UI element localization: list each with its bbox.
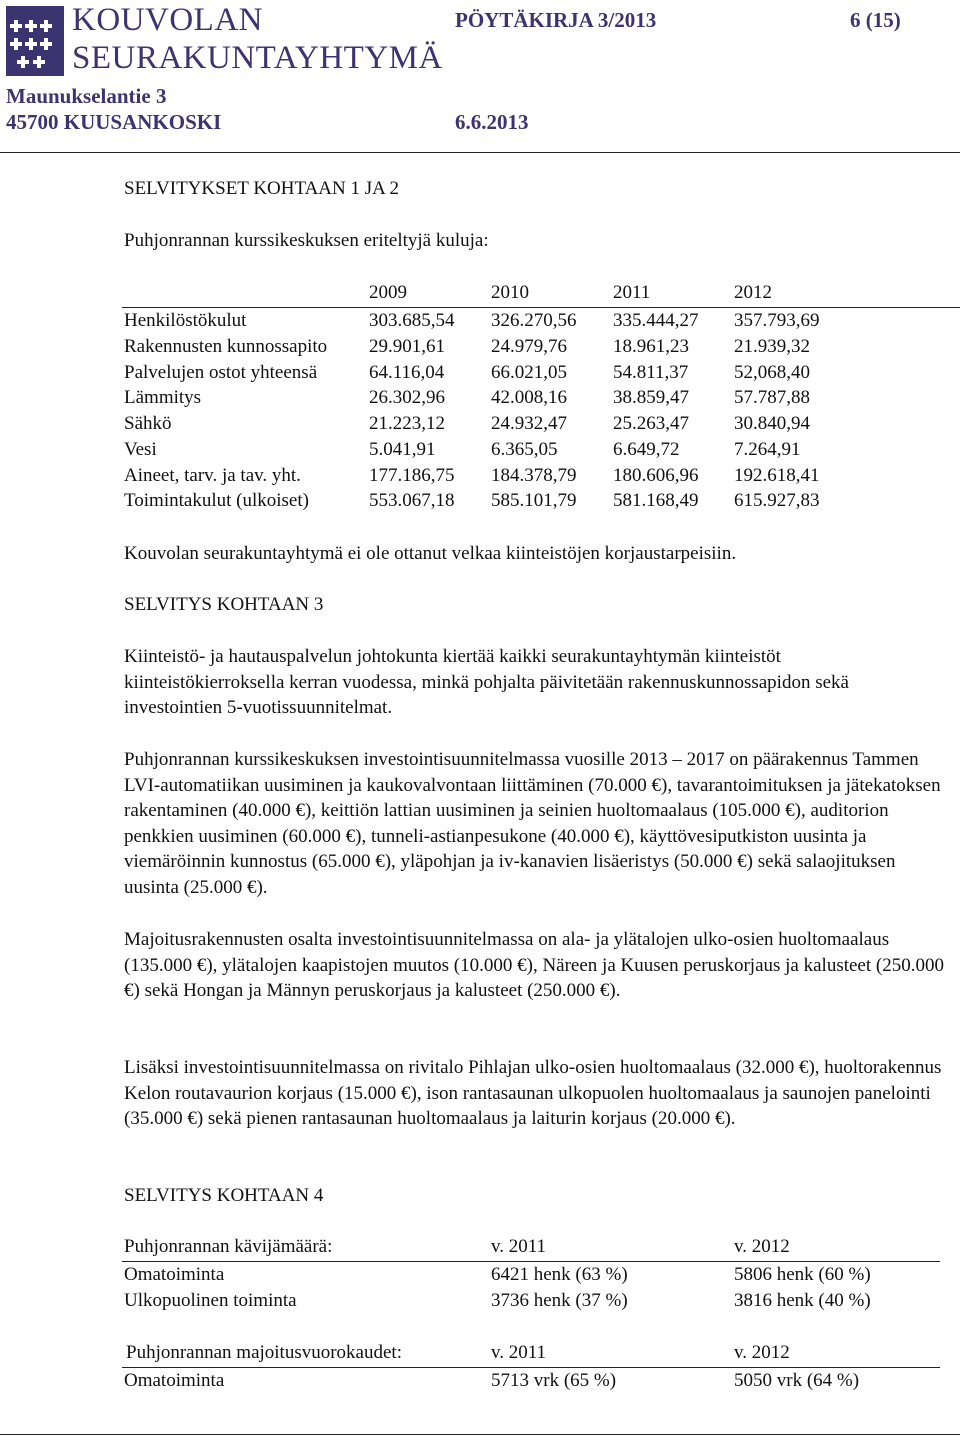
address-postal: 45700 KUUSANKOSKI: [6, 110, 222, 134]
row-label: Omatoiminta: [124, 1264, 225, 1285]
cell: 57.787,88: [734, 387, 810, 408]
table-header-rule: [122, 1367, 940, 1368]
cell: 64.116,04: [369, 362, 445, 383]
cell: 24.979,76: [491, 336, 567, 357]
cell: 177.186,75: [369, 465, 455, 486]
section1-intro: Puhjonrannan kurssikeskuksen eriteltyjä kuluja:: [124, 230, 489, 251]
cell: 3736 henk (37 %): [491, 1290, 628, 1311]
cell: 21.939,32: [734, 336, 810, 357]
cell: 585.101,79: [491, 490, 577, 511]
address-street: Maunukselantie 3: [6, 84, 167, 108]
header-divider: [0, 152, 960, 153]
year-header: 2009: [369, 282, 407, 303]
column-header: v. 2011: [491, 1342, 547, 1363]
organization-name-line2: SEURAKUNTAYHTYMÄ: [72, 40, 443, 76]
cell: 5.041,91: [369, 439, 436, 460]
cell: 180.606,96: [613, 465, 699, 486]
cell: 18.961,23: [613, 336, 689, 357]
organization-logo: [6, 6, 64, 76]
year-header: 2011: [613, 282, 651, 303]
column-header: v. 2012: [734, 1342, 790, 1363]
cell: 184.378,79: [491, 465, 577, 486]
section3-paragraph: Puhjonrannan kurssikeskuksen investointisuunnitelmassa vuosille 2013 – 2017 on päärakennus Tammen LVI-automatiikan uusiminen ja kaukovalvontaan liittäminen (70.000 €), tavarantoimituksen ja jätekatoksen rakentaminen (40.000 €), keittiön lattian uusiminen ja seinien huoltomaalaus (105.000 €), auditorion penkkien uusiminen (60.000 €), tunneli-astianpesukone (40.000 €), käyttövesiputkiston uusinta ja viemäröinnin kunnostus (65.000 €), yläpohjan ja iv-kanavien lisäeristys (50.000 €) sekä salaojituksen uusinta (25.000 €).: [124, 749, 941, 898]
section3-paragraph: Kiinteistö- ja hautauspalvelun johtokunta kiertää kaikki seurakuntayhtymän kiinteistöt kiinteistökierroksella kerran vuodessa, minkä pohjalta päivitetään rakennuskunnossapidon sekä investointien 5-vuotissuunnitelmat.: [124, 646, 849, 718]
section3-paragraph: Majoitusrakennusten osalta investointisuunnitelmassa on ala- ja ylätalojen ulko-osien huoltomaalaus (135.000 €), ylätalojen kaapistojen muutos (10.000 €), Näreen ja Kuusen peruskorjaus ja kalusteet (250.000 €) sekä Hongan ja Männyn peruskorjaus ja kalusteet (250.000 €).: [124, 929, 944, 1001]
cell: 21.223,12: [369, 413, 445, 434]
table-header-rule: [122, 1261, 940, 1262]
cell: 6421 henk (63 %): [491, 1264, 628, 1285]
row-label: Toimintakulut (ulkoiset): [124, 490, 309, 511]
row-label: Ulkopuolinen toiminta: [124, 1290, 297, 1311]
cell: 30.840,94: [734, 413, 810, 434]
cell: 6.649,72: [613, 439, 680, 460]
row-label: Rakennusten kunnossapito: [124, 336, 328, 357]
table-header-rule: [122, 307, 960, 308]
cell: 615.927,83: [734, 490, 820, 511]
cell: 24.932,47: [491, 413, 567, 434]
cell: 5713 vrk (65 %): [491, 1370, 617, 1391]
nights-title: Puhjonrannan majoitusvuorokaudet:: [126, 1342, 402, 1363]
cell: 303.685,54: [369, 310, 455, 331]
organization-name-line1: KOUVOLAN: [72, 2, 263, 38]
cell: 54.811,37: [613, 362, 689, 383]
year-header: 2012: [734, 282, 772, 303]
year-header: 2010: [491, 282, 529, 303]
cell: 553.067,18: [369, 490, 455, 511]
footer-divider: [0, 1434, 960, 1435]
cell: 52,068,40: [734, 362, 810, 383]
cell: 326.270,56: [491, 310, 577, 331]
cell: 3816 henk (40 %): [734, 1290, 871, 1311]
debt-note: Kouvolan seurakuntayhtymä ei ole ottanut velkaa kiinteistöjen korjaustarpeisiin.: [124, 543, 737, 564]
cell: 26.302,96: [369, 387, 445, 408]
row-label: Henkilöstökulut: [124, 310, 247, 331]
column-header: v. 2011: [491, 1236, 547, 1257]
cell: 192.618,41: [734, 465, 820, 486]
cell: 25.263,47: [613, 413, 689, 434]
cell: 5806 henk (60 %): [734, 1264, 871, 1285]
cell: 38.859,47: [613, 387, 689, 408]
row-label: Palvelujen ostot yhteensä: [124, 362, 318, 383]
cell: 581.168,49: [613, 490, 699, 511]
visitors-title: Puhjonrannan kävijämäärä:: [124, 1236, 333, 1257]
document-date: 6.6.2013: [455, 110, 529, 134]
cell: 5050 vrk (64 %): [734, 1370, 860, 1391]
cell: 66.021,05: [491, 362, 567, 383]
column-header: v. 2012: [734, 1236, 790, 1257]
cell: 29.901,61: [369, 336, 445, 357]
cell: 335.444,27: [613, 310, 699, 331]
row-label: Aineet, tarv. ja tav. yht.: [124, 465, 301, 486]
cell: 7.264,91: [734, 439, 801, 460]
cell: 357.793,69: [734, 310, 820, 331]
page-number: 6 (15): [850, 8, 901, 32]
section3-paragraph: Lisäksi investointisuunnitelmassa on rivitalo Pihlajan ulko-osien huoltomaalaus (32.000 €), huoltorakennus Kelon routavaurion korjaus (15.000 €), ison rantasaunan ulkopuolen huoltomaalaus ja saunojen panelointi (35.000 €) sekä pienen rantasaunan huoltomaalaus ja laiturin korjaus (20.000 €).: [124, 1057, 942, 1129]
row-label: Vesi: [124, 439, 157, 460]
document-title: PÖYTÄKIRJA 3/2013: [455, 8, 657, 32]
cell: 6.365,05: [491, 439, 558, 460]
row-label: Omatoiminta: [124, 1370, 225, 1391]
cell: 42.008,16: [491, 387, 567, 408]
section3-heading: SELVITYS KOHTAAN 3: [124, 594, 324, 615]
row-label: Lämmitys: [124, 387, 202, 408]
row-label: Sähkö: [124, 413, 172, 434]
crosses-logo-icon: [6, 6, 64, 76]
section4-heading: SELVITYS KOHTAAN 4: [124, 1185, 324, 1206]
section1-heading: SELVITYKSET KOHTAAN 1 JA 2: [124, 178, 400, 199]
